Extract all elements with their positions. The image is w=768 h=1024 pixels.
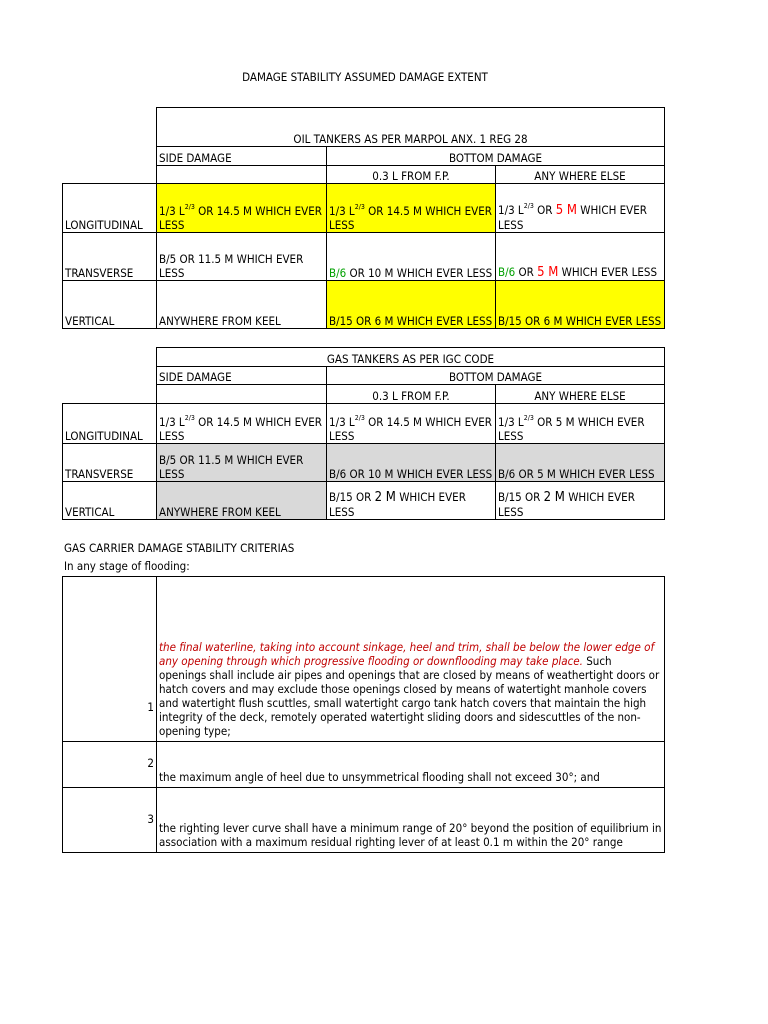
gas-tankers-table: [62, 347, 665, 520]
gas-long-else: 1/3 $L^{2/3}$ OR 5 M WHICH EVER LESS: [496, 404, 665, 444]
side-damage-header: SIDE DAMAGE: [157, 367, 327, 385]
gas-vert-side: ANYWHERE FROM KEEL: [157, 482, 327, 520]
oil-tankers-table: [62, 107, 665, 329]
oil-long-fp: 1/3 $L^{2/3}$ OR 14.5 M WHICH EVER LESS: [327, 184, 496, 233]
criteria-text: the righting lever curve shall have a minimum range of 20° beyond the position of equilibrium in association with a maximum residual righting lever of at least 0.1 m within the 20° range: [157, 788, 665, 853]
row-label-vertical: VERTICAL: [63, 482, 157, 520]
gas-trans-else: B/6 OR 5 M WHICH EVER LESS: [496, 444, 665, 482]
oil-trans-side: B/5 OR 11.5 M WHICH EVER LESS: [157, 233, 327, 281]
oil-long-side: 1/3 $L^{2/3}$ OR 14.5 M WHICH EVER LESS: [157, 184, 327, 233]
criteria-subheading: In any stage of flooding:: [64, 559, 190, 573]
oil-vert-fp: B/15 OR 6 M WHICH EVER LESS: [327, 281, 496, 329]
fp-header: 0.3 L FROM F.P.: [327, 385, 496, 404]
gas-vert-else: B/15 OR 2 M WHICH EVER LESS: [496, 482, 665, 520]
gas-trans-fp: B/6 OR 10 M WHICH EVER LESS: [327, 444, 496, 482]
bottom-damage-header: BOTTOM DAMAGE: [327, 147, 665, 166]
gas-vert-fp: B/15 OR 2 M WHICH EVER LESS: [327, 482, 496, 520]
criteria-number: 2: [63, 742, 157, 788]
criteria-number: 3: [63, 788, 157, 853]
oil-trans-else: B/6 OR 5 M WHICH EVER LESS: [496, 233, 665, 281]
oil-trans-fp: B/6 OR 10 M WHICH EVER LESS: [327, 233, 496, 281]
gas-table-heading: GAS TANKERS AS PER IGC CODE: [157, 348, 665, 367]
row-label-transverse: TRANSVERSE: [63, 233, 157, 281]
criteria-number: 1: [63, 577, 157, 742]
oil-table-heading: OIL TANKERS AS PER MARPOL ANX. 1 REG 28: [157, 108, 665, 147]
gas-long-fp: 1/3 $L^{2/3}$ OR 14.5 M WHICH EVER LESS: [327, 404, 496, 444]
anywhere-else-header: ANY WHERE ELSE: [496, 166, 665, 184]
criteria-text: the final waterline, taking into account sinkage, heel and trim, shall be below the lower edge of any opening through which progressive flooding or downflooding may take place. Such openings shall include air pipes and openings that are closed by means of weathertight doors or hatch covers and may exclude those openings closed by means of watertight manhole covers and watertight flush scuttles, small watertight cargo tank hatch covers that maintain the high integrity of the deck, remotely operated watertight sliding doors and sidescuttles of the non-opening type;: [157, 577, 665, 742]
oil-vert-side: ANYWHERE FROM KEEL: [157, 281, 327, 329]
criteria-table: [62, 576, 665, 853]
side-damage-header: SIDE DAMAGE: [157, 147, 327, 166]
oil-long-else: 1/3 $L^{2/3}$ OR 5 M WHICH EVER LESS: [496, 184, 665, 233]
criteria-text: the maximum angle of heel due to unsymmetrical flooding shall not exceed 30°; and: [157, 742, 665, 788]
page-title: DAMAGE STABILITY ASSUMED DAMAGE EXTENT: [242, 70, 488, 84]
fp-header: 0.3 L FROM F.P.: [327, 166, 496, 184]
gas-trans-side: B/5 OR 11.5 M WHICH EVER LESS: [157, 444, 327, 482]
bottom-damage-header: BOTTOM DAMAGE: [327, 367, 665, 385]
criteria-heading: GAS CARRIER DAMAGE STABILITY CRITERIAS: [64, 541, 295, 555]
oil-vert-else: B/15 OR 6 M WHICH EVER LESS: [496, 281, 665, 329]
row-label-longitudinal: LONGITUDINAL: [63, 184, 157, 233]
row-label-vertical: VERTICAL: [63, 281, 157, 329]
row-label-longitudinal: LONGITUDINAL: [63, 404, 157, 444]
anywhere-else-header: ANY WHERE ELSE: [496, 385, 665, 404]
row-label-transverse: TRANSVERSE: [63, 444, 157, 482]
gas-long-side: 1/3 $L^{2/3}$ OR 14.5 M WHICH EVER LESS: [157, 404, 327, 444]
